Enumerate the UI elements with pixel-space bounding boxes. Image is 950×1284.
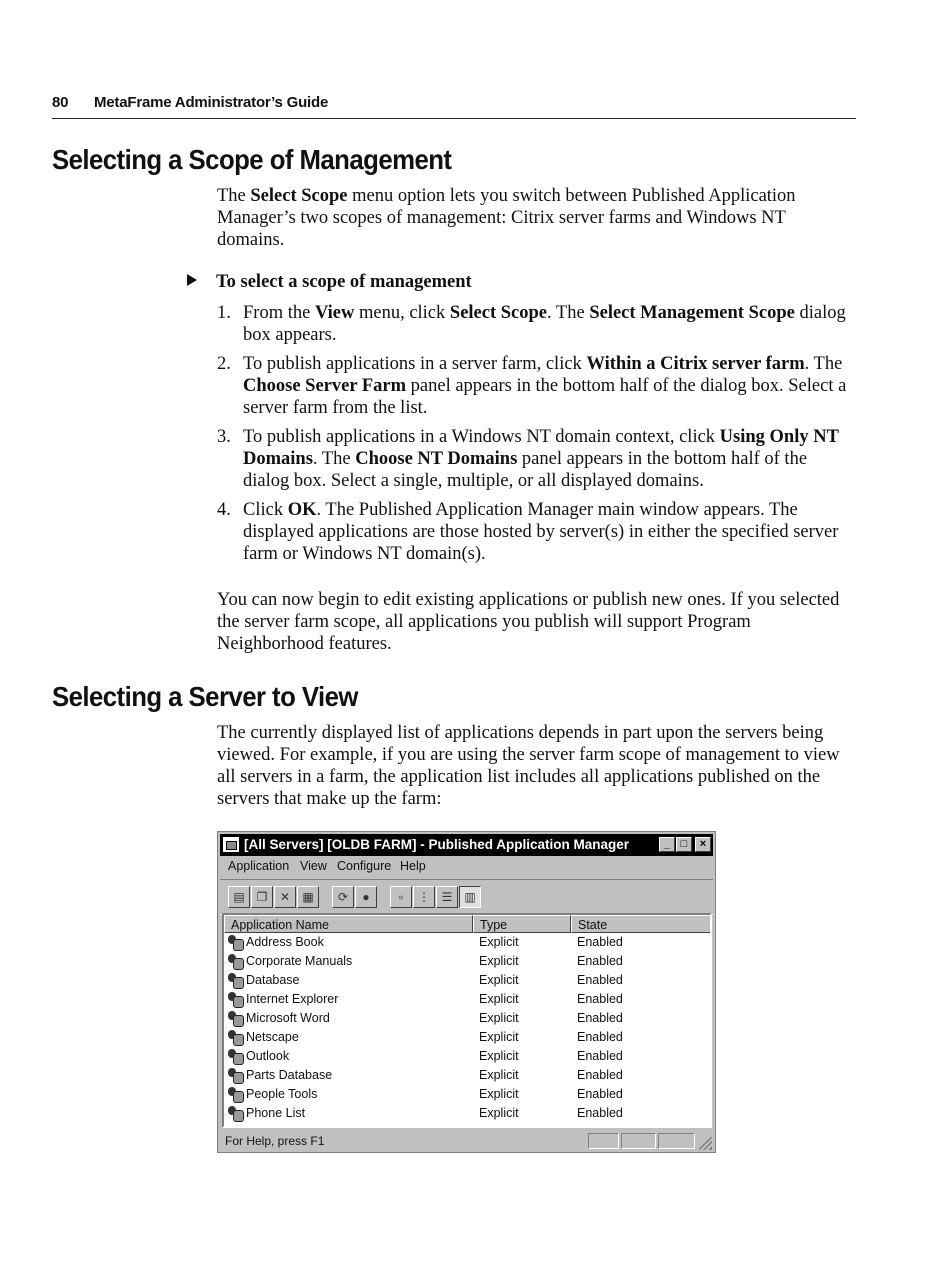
status-bar — [220, 1131, 713, 1151]
menu-application[interactable]: Application — [228, 859, 290, 873]
title-bar[interactable] — [220, 834, 713, 856]
list-item[interactable]: Parts Database Explicit Enabled — [224, 1066, 710, 1085]
close-button[interactable]: × — [695, 837, 711, 852]
copy-icon[interactable]: ❐ — [251, 886, 273, 908]
status-panel — [621, 1133, 656, 1149]
running-header — [52, 92, 856, 119]
status-icon[interactable]: ● — [355, 886, 377, 908]
properties-icon[interactable]: ▦ — [297, 886, 319, 908]
application-icon — [226, 1029, 243, 1045]
menu-configure[interactable]: Configure — [337, 859, 392, 873]
application-list — [222, 913, 712, 1128]
step-4: 4. Click OK. The Published Application Manager main window appears. The displayed applications are those hosted by server(s) in either the specified server farm or Windows NT domain(s). — [217, 500, 839, 564]
scope-intro: The Select Scope menu option lets you switch between Published Application Manager’s two scopes of management: Citrix server farms and Windows NT domains. — [217, 186, 796, 250]
column-header-state[interactable]: State — [571, 915, 712, 933]
application-icon — [226, 972, 243, 988]
app-icon[interactable] — [223, 837, 239, 852]
toolbar — [220, 879, 713, 915]
minimize-button[interactable]: _ — [659, 837, 675, 852]
new-document-icon[interactable]: ▤ — [228, 886, 250, 908]
maximize-button[interactable]: □ — [676, 837, 692, 852]
application-icon — [226, 934, 243, 950]
status-panel — [588, 1133, 619, 1149]
application-icon — [226, 1105, 243, 1121]
details-view-icon[interactable]: ▥ — [459, 886, 481, 908]
column-header-type[interactable]: Type — [473, 915, 571, 933]
section-heading-server-view: Selecting a Server to View — [52, 681, 358, 712]
column-header-name[interactable]: Application Name — [224, 915, 473, 933]
application-icon — [226, 1048, 243, 1064]
step-3: 3. To publish applications in a Windows NT domain context, click Using Only NT Domains. The Choose NT Domains panel appears in the bottom half of the dialog box. Select a single, multiple, or all displayed domains. — [217, 427, 839, 491]
window-title: [All Servers] [OLDB FARM] - Published Application Manager — [244, 837, 630, 852]
menu-view[interactable]: View — [300, 859, 327, 873]
server-view-body: The currently displayed list of applications depends in part upon the servers being viewed. For example, if you are using the server farm scope of management to view all servers in a farm, the application list includes all applications published on the servers that make up the farm: — [217, 723, 840, 809]
application-icon — [226, 1067, 243, 1083]
delete-icon[interactable]: ✕ — [274, 886, 296, 908]
list-view-icon[interactable]: ☰ — [436, 886, 458, 908]
scope-closing: You can now begin to edit existing applications or publish new ones. If you selected the server farm scope, all applications you publish will support Program Neighborhood features. — [217, 590, 840, 654]
status-text: For Help, press F1 — [225, 1134, 325, 1148]
procedure-steps — [217, 302, 857, 572]
page-number: 80 — [52, 94, 69, 111]
list-item[interactable]: Internet Explorer Explicit Enabled — [224, 990, 710, 1009]
application-icon — [226, 953, 243, 969]
menu-help[interactable]: Help — [400, 859, 426, 873]
list-item[interactable]: Netscape Explicit Enabled — [224, 1028, 710, 1047]
resize-grip-icon[interactable] — [699, 1137, 712, 1150]
small-icons-icon[interactable]: ⋮ — [413, 886, 435, 908]
step-1: 1. From the View menu, click Select Scope. The Select Management Scope dialog box appears. — [217, 303, 846, 345]
list-item[interactable]: Address Book Explicit Enabled — [224, 933, 710, 952]
book-title: MetaFrame Administrator’s Guide — [94, 94, 329, 111]
list-item[interactable]: Corporate Manuals Explicit Enabled — [224, 952, 710, 971]
refresh-icon[interactable]: ⟳ — [332, 886, 354, 908]
triangle-bullet-icon — [187, 274, 197, 286]
list-item[interactable]: People Tools Explicit Enabled — [224, 1085, 710, 1104]
procedure-title: To select a scope of management — [187, 272, 472, 293]
list-item[interactable]: Phone List Explicit Enabled — [224, 1104, 710, 1123]
list-item[interactable]: Outlook Explicit Enabled — [224, 1047, 710, 1066]
menu-bar — [220, 857, 713, 877]
application-icon — [226, 991, 243, 1007]
application-icon — [226, 1010, 243, 1026]
list-item[interactable]: Microsoft Word Explicit Enabled — [224, 1009, 710, 1028]
status-panel — [658, 1133, 695, 1149]
step-2: 2. To publish applications in a server farm, click Within a Citrix server farm. The Choose Server Farm panel appears in the bottom half of the dialog box. Select a server farm from the list. — [217, 354, 847, 418]
pam-window-screenshot — [217, 831, 716, 1153]
list-item[interactable]: Database Explicit Enabled — [224, 971, 710, 990]
large-icons-icon[interactable]: ▫ — [390, 886, 412, 908]
application-icon — [226, 1086, 243, 1102]
section-heading-scope: Selecting a Scope of Management — [52, 144, 452, 175]
list-header — [224, 915, 710, 933]
